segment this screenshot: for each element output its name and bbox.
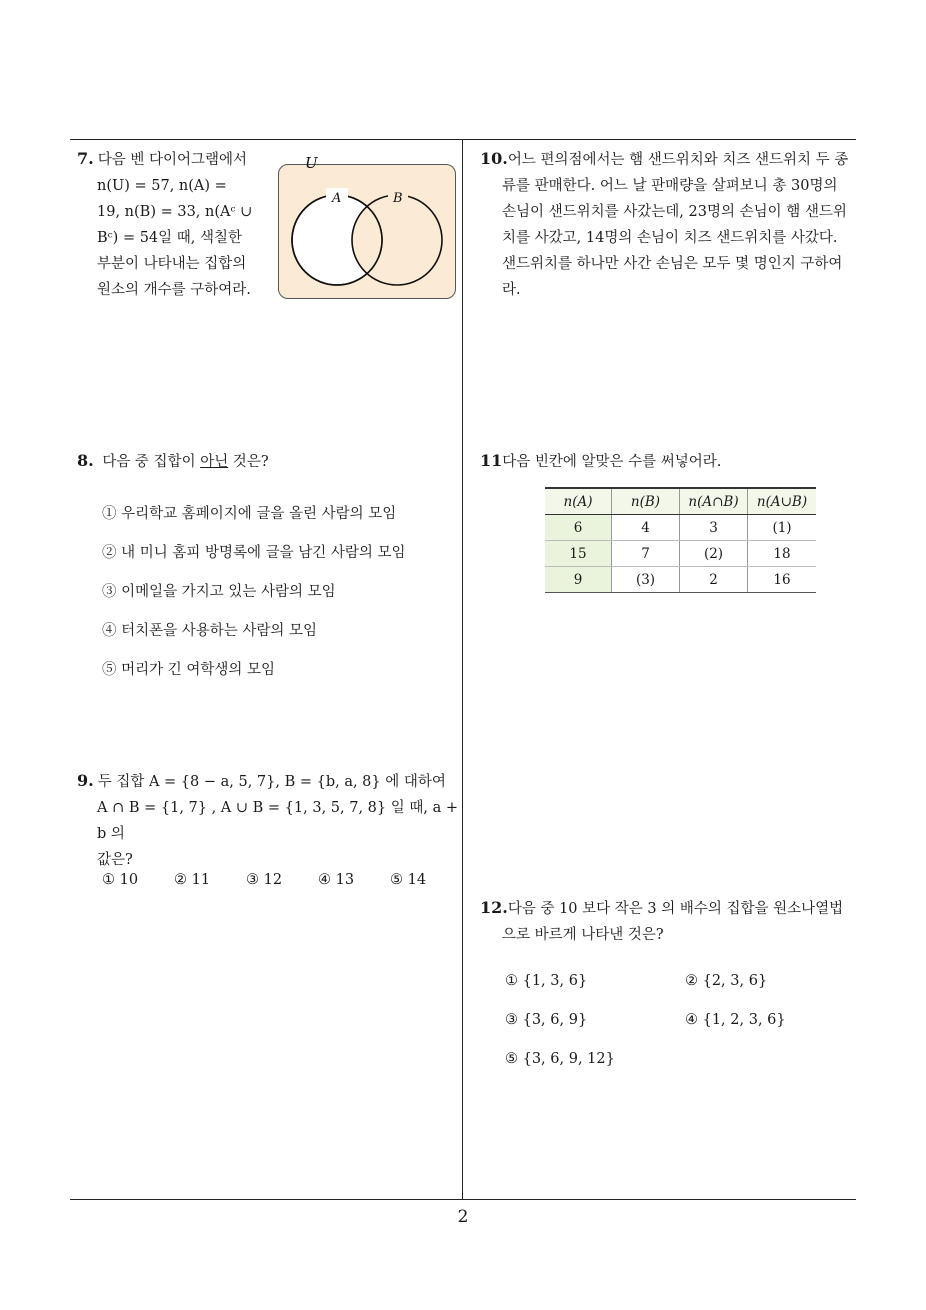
question-line: 다음 벤 다이어그램에서 [97, 152, 247, 168]
question-12-option-4[interactable]: ④ {1, 2, 3, 6} [685, 1012, 786, 1028]
question-line: 라. [502, 282, 521, 298]
venn-label-u: U [305, 154, 318, 172]
question-number: 12. [480, 898, 508, 917]
question-number: 10. [480, 149, 508, 168]
question-7 [77, 146, 267, 303]
question-12 [480, 895, 865, 948]
question-line: 값은? [97, 852, 133, 868]
table-header: n(A∪B) [748, 488, 817, 515]
question-line: 두 집합 A = {8 − a, 5, 7}, B = {b, a, 8} 에 대하여 [97, 774, 446, 790]
question-12-option-5[interactable]: ⑤ {3, 6, 9, 12} [505, 1051, 615, 1067]
question-8-options [102, 502, 406, 697]
table-cell-blank[interactable]: (1) [748, 515, 817, 541]
question-line: 손님이 샌드위치를 사갔는데, 23명의 손님이 햄 샌드위 [502, 204, 847, 220]
bottom-rule [70, 1199, 856, 1200]
question-number: 7. [77, 149, 94, 168]
option-2[interactable]: ② 11 [174, 872, 211, 888]
question-line: 어느 편의점에서는 햄 샌드위치와 치즈 샌드위치 두 종 [507, 152, 849, 168]
question-stem: 다음 빈칸에 알맞은 수를 써넣어라. [502, 454, 722, 470]
option-3[interactable]: ③ 12 [246, 872, 283, 888]
option-1[interactable]: ① 10 [102, 872, 139, 888]
table-cell-blank[interactable]: (2) [680, 541, 748, 567]
table-cell-blank[interactable]: (3) [612, 567, 680, 593]
table-header-row [545, 488, 816, 515]
table-cell: 2 [680, 567, 748, 593]
question-line: Bᶜ) = 54일 때, 색칠한 [97, 230, 243, 246]
emphasis-underline: 아닌 [200, 454, 229, 470]
table-header: n(B) [612, 488, 680, 515]
question-12-option-1[interactable]: ① {1, 3, 6} [505, 973, 588, 989]
question-line: 원소의 개수를 구하여라. [97, 282, 251, 298]
page-number: 2 [457, 1207, 469, 1227]
table-cell: 16 [748, 567, 817, 593]
option-3[interactable]: ③ 이메일을 가지고 있는 사람의 모임 [102, 584, 336, 600]
option-5[interactable]: ⑤ 머리가 긴 여학생의 모임 [102, 662, 276, 678]
question-line: 치를 사갔고, 14명의 손님이 치즈 샌드위치를 사갔다. [502, 230, 838, 246]
table-cell: 7 [612, 541, 680, 567]
table-cell: 18 [748, 541, 817, 567]
question-line: 부분이 나타내는 집합의 [97, 256, 247, 272]
option-4[interactable]: ④ 터치폰을 사용하는 사람의 모임 [102, 623, 318, 639]
table-cell: 4 [612, 515, 680, 541]
question-12-option-2[interactable]: ② {2, 3, 6} [685, 973, 768, 989]
question-12-option-3[interactable]: ③ {3, 6, 9} [505, 1012, 588, 1028]
question-10 [480, 146, 865, 303]
table-cell: 3 [680, 515, 748, 541]
question-9 [77, 768, 462, 873]
question-number: 11 [480, 451, 503, 470]
table-row [545, 515, 816, 541]
question-line: 샌드위치를 하나만 사간 손님은 모두 몇 명인지 구하여 [502, 256, 843, 272]
venn-diagram [270, 150, 465, 305]
option-2[interactable]: ② 내 미니 홈피 방명록에 글을 남긴 사람의 모임 [102, 545, 406, 561]
table-cell: 6 [545, 515, 612, 541]
table-cell: 15 [545, 541, 612, 567]
option-5[interactable]: ⑤ 14 [390, 872, 427, 888]
question-line: 으로 바르게 나타낸 것은? [502, 927, 664, 943]
set-count-table [545, 487, 816, 593]
question-line: 19, n(B) = 33, n(Aᶜ ∪ [97, 204, 253, 220]
question-11 [480, 448, 721, 475]
question-line: A ∩ B = {1, 7} , A ∪ B = {1, 3, 5, 7, 8} 일 때, a + b 의 [97, 800, 458, 842]
question-9-options [102, 872, 462, 888]
question-8 [77, 448, 269, 475]
venn-label-a: A [332, 191, 342, 206]
table-header: n(A) [545, 488, 612, 515]
question-line: 다음 중 10 보다 작은 3 의 배수의 집합을 원소나열법 [507, 901, 844, 917]
table-header: n(A∩B) [680, 488, 748, 515]
option-1[interactable]: ① 우리학교 홈페이지에 글을 올린 사람의 모임 [102, 506, 397, 522]
question-line: n(U) = 57, n(A) = [97, 178, 227, 194]
table-cell: 9 [545, 567, 612, 593]
top-rule [70, 139, 856, 140]
option-4[interactable]: ④ 13 [318, 872, 355, 888]
question-number: 8. [77, 451, 94, 470]
table-row [545, 567, 816, 593]
question-line: 류를 판매한다. 어느 날 판매량을 살펴보니 총 30명의 [502, 178, 838, 194]
question-stem: 다음 중 집합이 아닌 것은? [102, 454, 269, 470]
question-number: 9. [77, 771, 94, 790]
venn-label-b: B [393, 191, 403, 206]
table-row [545, 541, 816, 567]
